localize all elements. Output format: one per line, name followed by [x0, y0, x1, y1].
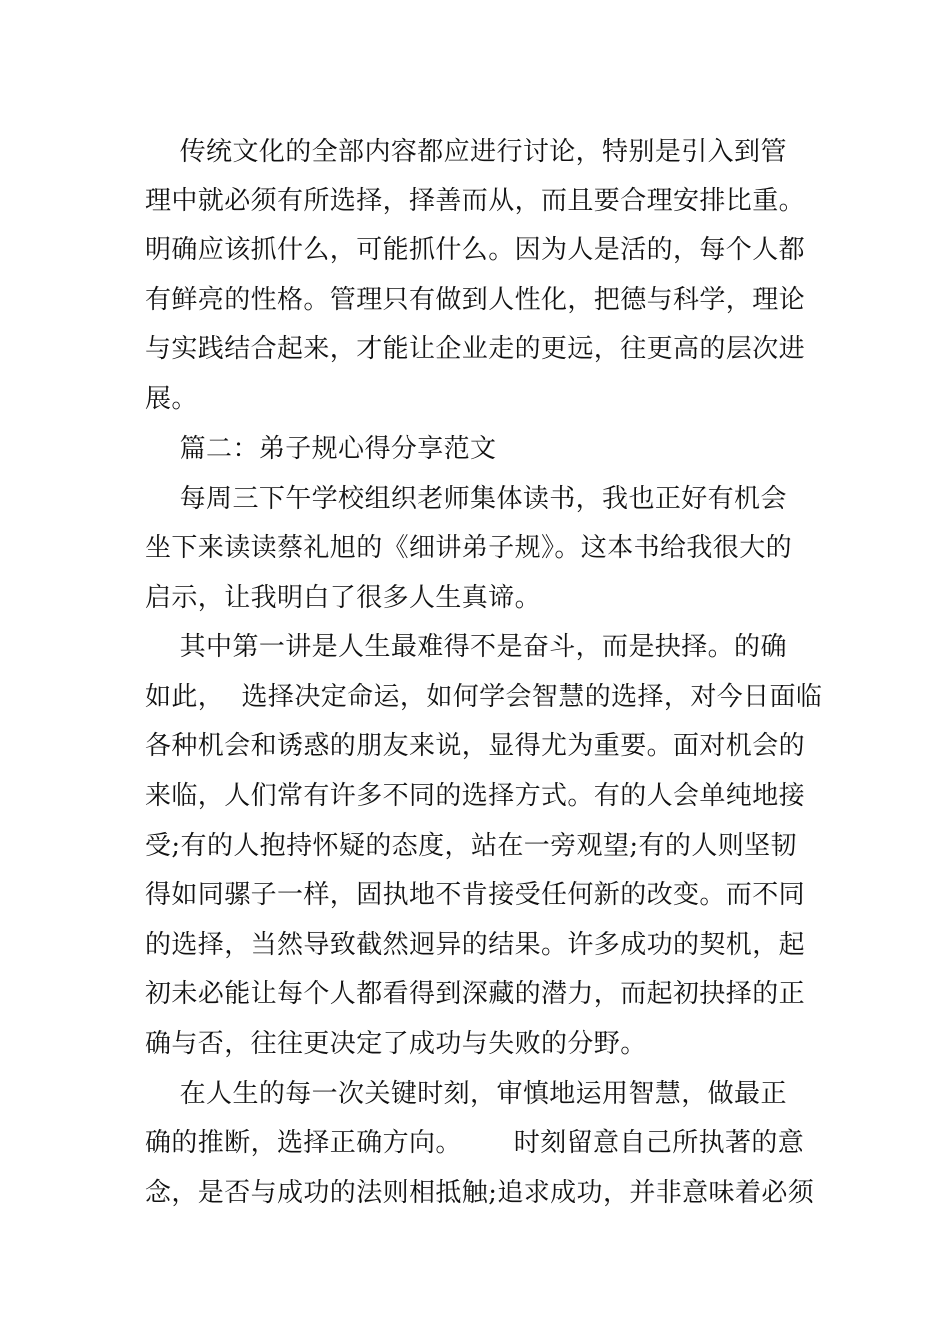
text-line: 在人生的每一次关键时刻，审慎地运用智慧，做最正 [145, 1079, 787, 1109]
section-heading: 篇二：弟子规心得分享范文 [145, 434, 497, 464]
text-line: 与实践结合起来，才能让企业走的更远，往更高的层次进 [145, 334, 806, 364]
text-line: 其中第一讲是人生最难得不是奋斗，而是抉择。的确 [145, 632, 787, 662]
text-line: 有鲜亮的性格。管理只有做到人性化，把德与科学，理论 [145, 285, 806, 315]
text-line: 确的推断，选择正确方向。 时刻留意自己所执著的意 [145, 1128, 805, 1158]
text-line: 坐下来读读蔡礼旭的《细讲弟子规》。这本书给我很大的 [145, 533, 793, 563]
text-line: 受;有的人抱持怀疑的态度，站在一旁观望;有的人则坚韧 [145, 831, 797, 861]
text-line: 启示，让我明白了很多人生真谛。 [145, 583, 542, 613]
text-line: 念，是否与成功的法则相抵触;追求成功，并非意味着必须 [145, 1178, 815, 1208]
text-line: 得如同骡子一样，固执地不肯接受任何新的改变。而不同 [145, 880, 806, 910]
text-line: 如此， 选择决定命运，如何学会智慧的选择，对今日面临 [145, 682, 823, 712]
text-line: 展。 [145, 384, 198, 414]
text-line: 理中就必须有所选择，择善而从，而且要合理安排比重。 [145, 186, 806, 216]
text-line: 各种机会和诱惑的朋友来说，显得尤为重要。面对机会的 [145, 731, 806, 761]
text-line: 明确应该抓什么，可能抓什么。因为人是活的，每个人都 [145, 235, 806, 265]
text-line: 来临，人们常有许多不同的选择方式。有的人会单纯地接 [145, 781, 806, 811]
text-line: 传统文化的全部内容都应进行讨论，特别是引入到管 [145, 137, 787, 167]
text-line: 的选择，当然导致截然迥异的结果。许多成功的契机，起 [145, 930, 806, 960]
text-line: 每周三下午学校组织老师集体读书，我也正好有机会 [145, 484, 787, 514]
text-line: 初未必能让每个人都看得到深藏的潜力，而起初抉择的正 [145, 979, 806, 1009]
text-line: 确与否，往往更决定了成功与失败的分野。 [145, 1029, 647, 1059]
